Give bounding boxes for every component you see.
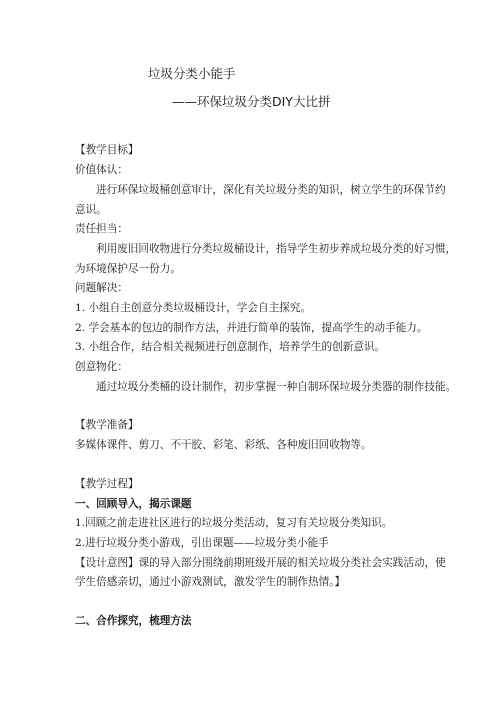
prep-heading: 【教学准备】 (75, 419, 139, 431)
design-intent-line1: 【设计意图】课的导入部分围绕前期班级开展的相关垃圾分类社会实践活动，使 (75, 557, 446, 569)
section1-item-1: 1.回顾之前走进社区进行的垃圾分类活动，复习有关垃圾分类知识。 (75, 517, 393, 529)
prep-text: 多媒体课件、剪刀、不干胶、彩笔、彩纸、各种废旧回收物等。 (75, 439, 372, 451)
creative-label: 创意物化： (75, 361, 128, 373)
section1-item-2: 2.进行垃圾分类小游戏，引出课题——垃圾分类小能手 (75, 537, 329, 549)
responsibility-label: 责任担当： (75, 223, 128, 235)
process-heading: 【教学过程】 (75, 478, 139, 490)
responsibility-text-line2: 为环境保护尽一份力。 (75, 263, 181, 275)
section2-title: 二、合作探究，梳理方法 (75, 615, 192, 627)
value-text-line2: 意识。 (75, 204, 107, 216)
responsibility-text-line1: 利用废旧回收物进行分类垃圾桶设计，指导学生初步养成垃圾分类的好习惯， (96, 243, 457, 255)
value-text-line1: 进行环保垃圾桶创意审计，深化有关垃圾分类的知识，树立学生的环保节约 (96, 184, 446, 196)
document-title: 垃圾分类小能手 (148, 66, 236, 81)
problem-label: 问题解决： (75, 282, 128, 294)
problem-item-1: 1. 小组自主创意分类垃圾桶设计，学会自主探究。 (75, 302, 311, 314)
section1-title: 一、回顾导入，揭示课题 (75, 498, 192, 510)
problem-item-3: 3. 小组合作，结合相关视频进行创意制作，培养学生的创新意识。 (75, 341, 386, 353)
design-intent-line2: 学生倍感亲切，通过小游戏测试，激发学生的制作热情。】 (75, 576, 346, 588)
creative-text: 通过垃圾分类桶的设计制作，初步掌握一种自制环保垃圾分类器的制作技能。 (96, 381, 457, 393)
value-label: 价值体认： (75, 164, 128, 176)
problem-item-2: 2. 学会基本的包边的制作方法，并进行简单的装饰，提高学生的动手能力。 (75, 322, 428, 334)
goals-heading: 【教学目标】 (75, 144, 139, 156)
document-subtitle: ——环保垃圾分类DIY大比拼 (172, 94, 331, 109)
